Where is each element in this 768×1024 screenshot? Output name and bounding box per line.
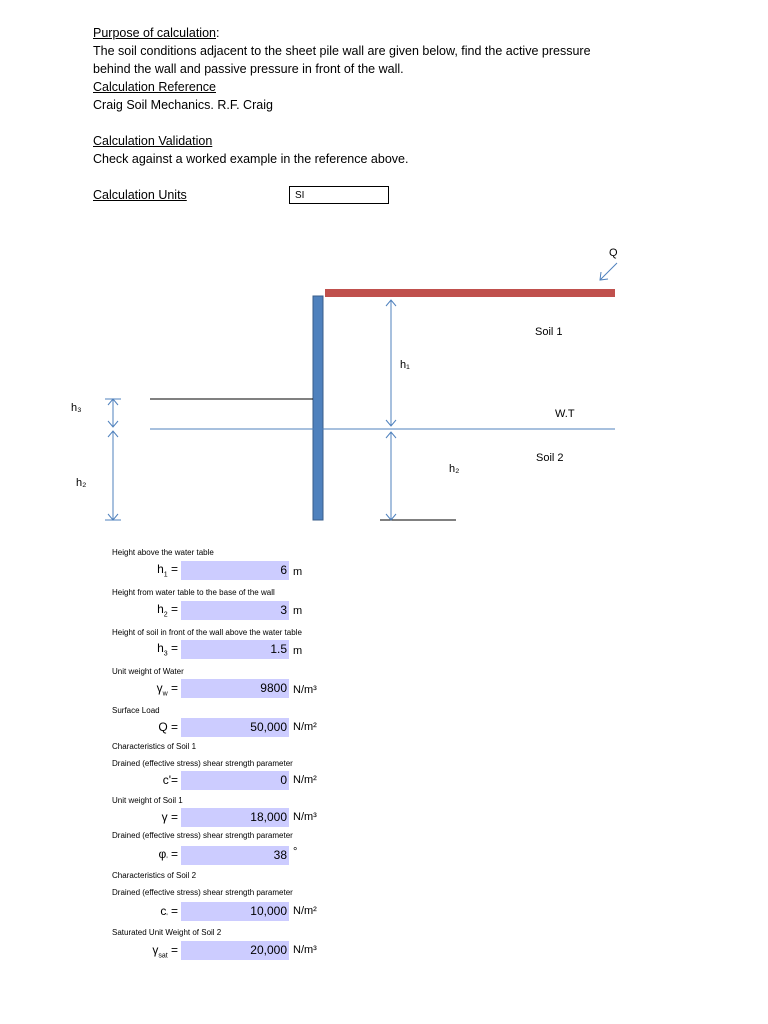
soil2-heading: Characteristics of Soil 2 (112, 871, 197, 880)
h2-label: h₂ (449, 463, 460, 475)
q-label: Q (609, 247, 618, 259)
h1-label: h₁ (400, 359, 410, 371)
phi-symbol: $\varphi'$ = (158, 847, 178, 864)
h1-dimension (386, 300, 396, 426)
gamma-w-input[interactable]: 9800 (181, 679, 289, 698)
h3-description: Height of soil in front of the wall above the water table (112, 628, 302, 637)
gamma1-symbol: γ = (161, 810, 178, 824)
gamma-w-symbol: $\gamma_w$ = (156, 681, 178, 698)
c1-unit: N/m² (293, 774, 317, 786)
soil1-heading: Characteristics of Soil 1 (112, 742, 197, 751)
validation-text: Check against a worked example in the reference above. (93, 152, 409, 166)
units-heading: Calculation Units (93, 188, 187, 202)
gamma-sat-unit: N/m³ (293, 944, 317, 956)
sheet-pile-wall (313, 296, 323, 520)
soil2-label: Soil 2 (536, 452, 564, 464)
phi-description: Drained (effective stress) shear strength parameter (112, 831, 293, 840)
c1-input[interactable]: 0 (181, 771, 289, 790)
h3-unit: m (293, 645, 303, 657)
h1-input[interactable]: 6 (181, 561, 289, 580)
gamma1-description: Unit weight of Soil 1 (112, 796, 183, 805)
surcharge-load-bar (325, 289, 615, 297)
h1-unit: m (293, 566, 303, 578)
c2-input[interactable]: 10,000 (181, 902, 289, 921)
phi-unit: ° (293, 846, 298, 858)
c2-description: Drained (effective stress) shear strength parameter (112, 888, 293, 897)
q-input[interactable]: 50,000 (181, 718, 289, 737)
gamma1-unit: N/m³ (293, 811, 317, 823)
h3-dimension (105, 399, 121, 427)
purpose-line-2: behind the wall and passive pressure in front of the wall. (93, 62, 404, 76)
validation-heading: Calculation Validation (93, 134, 213, 148)
h3-symbol: $h_3$ = (157, 641, 178, 658)
purpose-heading: Purpose of calculation: (93, 26, 220, 40)
c1-symbol: c'= (162, 773, 178, 787)
gamma-sat-description: Saturated Unit Weight of Soil 2 (112, 928, 222, 937)
h2-left-label: h₂ (76, 477, 87, 489)
h1-description: Height above the water table (112, 548, 214, 557)
gamma-sat-input[interactable]: 20,000 (181, 941, 289, 960)
c2-unit: N/m² (293, 905, 317, 917)
wt-label: W.T (555, 408, 575, 420)
gamma-sat-symbol: $\gamma_{sat}$ = (152, 943, 178, 960)
reference-text: Craig Soil Mechanics. R.F. Craig (93, 98, 273, 112)
soil1-label: Soil 1 (535, 326, 563, 338)
h2-description: Height from water table to the base of the wall (112, 588, 275, 597)
h3-label: h₃ (71, 402, 82, 414)
h2-left-dimension (105, 431, 121, 520)
h2-unit: m (293, 605, 303, 617)
phi-input[interactable]: 38 (181, 846, 289, 865)
c1-description: Drained (effective stress) shear strength parameter (112, 759, 293, 768)
gamma1-input[interactable]: 18,000 (181, 808, 289, 827)
reference-heading: Calculation Reference (93, 80, 216, 94)
q-symbol: Q = (158, 720, 178, 734)
c2-symbol: $c'$ = (160, 904, 178, 921)
units-field[interactable]: SI (289, 186, 389, 204)
load-arrow (600, 263, 617, 280)
gamma-w-description: Unit weight of Water (112, 667, 184, 676)
h2-symbol: $h_2$ = (157, 602, 178, 619)
h2-dimension (386, 432, 396, 520)
h1-symbol: $h_1$ = (157, 562, 178, 579)
q-unit: N/m² (293, 721, 317, 733)
gamma-w-unit: N/m³ (293, 684, 317, 696)
h3-input[interactable]: 1.5 (181, 640, 289, 659)
purpose-line-1: The soil conditions adjacent to the sheet pile wall are given below, find the active pressure (93, 44, 591, 58)
q-description: Surface Load (112, 706, 160, 715)
h2-input[interactable]: 3 (181, 601, 289, 620)
